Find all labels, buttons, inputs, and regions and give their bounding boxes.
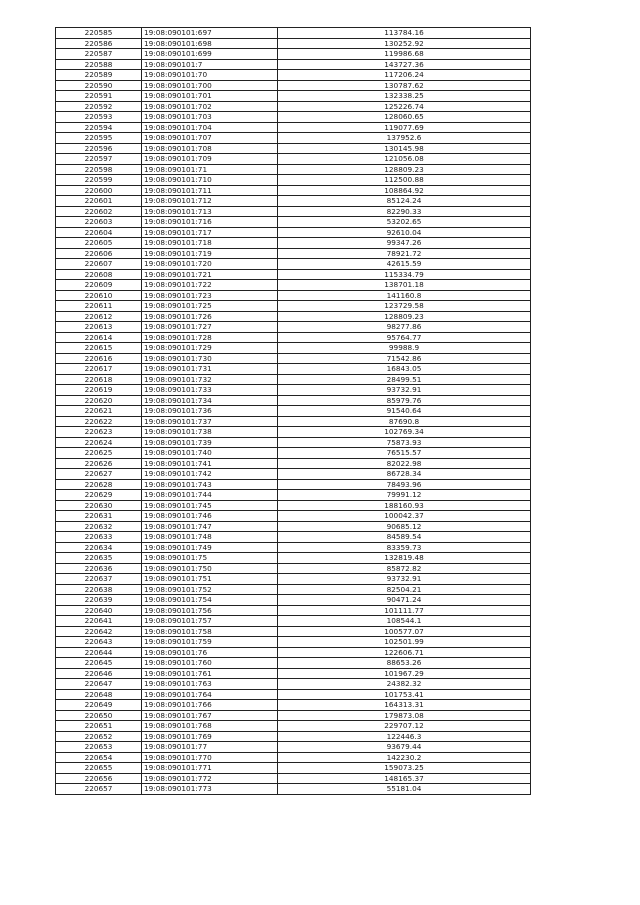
value-cell: 86728.34 <box>278 469 531 480</box>
cadastral-number-cell: 19:08:090101:713 <box>142 206 278 217</box>
table-row <box>56 406 531 417</box>
value-cell: 137952.6 <box>278 133 531 144</box>
row-id-cell: 220614 <box>56 332 142 343</box>
value-cell: 130787.62 <box>278 80 531 91</box>
cadastral-number-cell: 19:08:090101:707 <box>142 133 278 144</box>
value-cell: 53202.65 <box>278 217 531 228</box>
cadastral-number-cell: 19:08:090101:754 <box>142 595 278 606</box>
value-cell: 143727.36 <box>278 59 531 70</box>
cadastral-number-cell: 19:08:090101:756 <box>142 605 278 616</box>
row-id-cell: 220629 <box>56 490 142 501</box>
row-id-cell: 220652 <box>56 731 142 742</box>
table-row <box>56 238 531 249</box>
row-id-cell: 220635 <box>56 553 142 564</box>
row-id-cell: 220587 <box>56 49 142 60</box>
table-row <box>56 343 531 354</box>
cadastral-number-cell: 19:08:090101:744 <box>142 490 278 501</box>
cadastral-number-cell: 19:08:090101:720 <box>142 259 278 270</box>
cadastral-number-cell: 19:08:090101:729 <box>142 343 278 354</box>
row-id-cell: 220604 <box>56 227 142 238</box>
row-id-cell: 220651 <box>56 721 142 732</box>
cadastral-number-cell: 19:08:090101:737 <box>142 416 278 427</box>
cadastral-number-cell: 19:08:090101:748 <box>142 532 278 543</box>
table-row <box>56 91 531 102</box>
cadastral-number-cell: 19:08:090101:769 <box>142 731 278 742</box>
cadastral-number-cell: 19:08:090101:766 <box>142 700 278 711</box>
cadastral-number-cell: 19:08:090101:699 <box>142 49 278 60</box>
value-cell: 100577.07 <box>278 626 531 637</box>
table-row <box>56 175 531 186</box>
row-id-cell: 220613 <box>56 322 142 333</box>
cadastral-number-cell: 19:08:090101:709 <box>142 154 278 165</box>
value-cell: 87690.8 <box>278 416 531 427</box>
cadastral-number-cell: 19:08:090101:767 <box>142 710 278 721</box>
table-row <box>56 301 531 312</box>
value-cell: 128809.23 <box>278 311 531 322</box>
row-id-cell: 220619 <box>56 385 142 396</box>
value-cell: 132819.48 <box>278 553 531 564</box>
table-row <box>56 154 531 165</box>
value-cell: 90471.24 <box>278 595 531 606</box>
row-id-cell: 220596 <box>56 143 142 154</box>
table-row <box>56 763 531 774</box>
cadastral-number-cell: 19:08:090101:764 <box>142 689 278 700</box>
row-id-cell: 220601 <box>56 196 142 207</box>
row-id-cell: 220644 <box>56 647 142 658</box>
cadastral-number-cell: 19:08:090101:701 <box>142 91 278 102</box>
value-cell: 16843.05 <box>278 364 531 375</box>
cadastral-number-cell: 19:08:090101:727 <box>142 322 278 333</box>
value-cell: 119077.69 <box>278 122 531 133</box>
table-row <box>56 721 531 732</box>
row-id-cell: 220615 <box>56 343 142 354</box>
row-id-cell: 220655 <box>56 763 142 774</box>
row-id-cell: 220585 <box>56 28 142 39</box>
value-cell: 121056.08 <box>278 154 531 165</box>
value-cell: 179873.08 <box>278 710 531 721</box>
row-id-cell: 220600 <box>56 185 142 196</box>
value-cell: 113784.16 <box>278 28 531 39</box>
row-id-cell: 220625 <box>56 448 142 459</box>
value-cell: 24382.32 <box>278 679 531 690</box>
cadastral-number-cell: 19:08:090101:760 <box>142 658 278 669</box>
value-cell: 78493.96 <box>278 479 531 490</box>
value-cell: 138701.18 <box>278 280 531 291</box>
cadastral-number-cell: 19:08:090101:722 <box>142 280 278 291</box>
row-id-cell: 220603 <box>56 217 142 228</box>
cadastral-number-cell: 19:08:090101:741 <box>142 458 278 469</box>
row-id-cell: 220636 <box>56 563 142 574</box>
row-id-cell: 220639 <box>56 595 142 606</box>
cadastral-number-cell: 19:08:090101:768 <box>142 721 278 732</box>
table-row <box>56 574 531 585</box>
value-cell: 117206.24 <box>278 70 531 81</box>
row-id-cell: 220586 <box>56 38 142 49</box>
table-row <box>56 595 531 606</box>
row-id-cell: 220589 <box>56 70 142 81</box>
table-row <box>56 101 531 112</box>
cadastral-number-cell: 19:08:090101:752 <box>142 584 278 595</box>
cadastral-number-cell: 19:08:090101:703 <box>142 112 278 123</box>
row-id-cell: 220616 <box>56 353 142 364</box>
cadastral-number-cell: 19:08:090101:758 <box>142 626 278 637</box>
row-id-cell: 220593 <box>56 112 142 123</box>
table-row <box>56 605 531 616</box>
row-id-cell: 220606 <box>56 248 142 259</box>
value-cell: 148165.37 <box>278 773 531 784</box>
cadastral-number-cell: 19:08:090101:702 <box>142 101 278 112</box>
table-row <box>56 668 531 679</box>
table-row <box>56 647 531 658</box>
cadastral-number-cell: 19:08:090101:710 <box>142 175 278 186</box>
table-row <box>56 395 531 406</box>
row-id-cell: 220638 <box>56 584 142 595</box>
cadastral-number-cell: 19:08:090101:742 <box>142 469 278 480</box>
cadastral-number-cell: 19:08:090101:749 <box>142 542 278 553</box>
table-row <box>56 196 531 207</box>
cadastral-number-cell: 19:08:090101:771 <box>142 763 278 774</box>
table-row <box>56 679 531 690</box>
cadastral-number-cell: 19:08:090101:697 <box>142 28 278 39</box>
cadastral-number-cell: 19:08:090101:750 <box>142 563 278 574</box>
value-cell: 125226.74 <box>278 101 531 112</box>
cadastral-number-cell: 19:08:090101:717 <box>142 227 278 238</box>
row-id-cell: 220605 <box>56 238 142 249</box>
value-cell: 159073.25 <box>278 763 531 774</box>
row-id-cell: 220597 <box>56 154 142 165</box>
value-cell: 142230.2 <box>278 752 531 763</box>
table-row <box>56 689 531 700</box>
table-row <box>56 616 531 627</box>
table-row <box>56 511 531 522</box>
value-cell: 28499.51 <box>278 374 531 385</box>
table-row <box>56 584 531 595</box>
table-row <box>56 448 531 459</box>
cadastral-number-cell: 19:08:090101:700 <box>142 80 278 91</box>
cadastral-number-cell: 19:08:090101:723 <box>142 290 278 301</box>
row-id-cell: 220645 <box>56 658 142 669</box>
table-row <box>56 731 531 742</box>
value-cell: 101753.41 <box>278 689 531 700</box>
table-row <box>56 332 531 343</box>
cadastral-number-cell: 19:08:090101:716 <box>142 217 278 228</box>
value-cell: 90685.12 <box>278 521 531 532</box>
cadastral-number-cell: 19:08:090101:731 <box>142 364 278 375</box>
table-row <box>56 364 531 375</box>
table-row <box>56 479 531 490</box>
table-row <box>56 626 531 637</box>
cadastral-number-cell: 19:08:090101:7 <box>142 59 278 70</box>
row-id-cell: 220630 <box>56 500 142 511</box>
table-row <box>56 563 531 574</box>
row-id-cell: 220640 <box>56 605 142 616</box>
data-table <box>55 27 531 795</box>
table-row <box>56 710 531 721</box>
row-id-cell: 220610 <box>56 290 142 301</box>
value-cell: 75873.93 <box>278 437 531 448</box>
table-row <box>56 752 531 763</box>
cadastral-number-cell: 19:08:090101:759 <box>142 637 278 648</box>
cadastral-number-cell: 19:08:090101:751 <box>142 574 278 585</box>
value-cell: 83359.73 <box>278 542 531 553</box>
row-id-cell: 220595 <box>56 133 142 144</box>
value-cell: 122446.3 <box>278 731 531 742</box>
cadastral-number-cell: 19:08:090101:736 <box>142 406 278 417</box>
cadastral-number-cell: 19:08:090101:761 <box>142 668 278 679</box>
value-cell: 93732.91 <box>278 574 531 585</box>
value-cell: 55181.04 <box>278 784 531 795</box>
table-body <box>56 28 531 795</box>
table-row <box>56 49 531 60</box>
table-row <box>56 385 531 396</box>
row-id-cell: 220653 <box>56 742 142 753</box>
cadastral-number-cell: 19:08:090101:733 <box>142 385 278 396</box>
cadastral-number-cell: 19:08:090101:698 <box>142 38 278 49</box>
row-id-cell: 220599 <box>56 175 142 186</box>
value-cell: 99988.9 <box>278 343 531 354</box>
table-row <box>56 143 531 154</box>
value-cell: 93732.91 <box>278 385 531 396</box>
value-cell: 42615.59 <box>278 259 531 270</box>
row-id-cell: 220612 <box>56 311 142 322</box>
row-id-cell: 220592 <box>56 101 142 112</box>
row-id-cell: 220623 <box>56 427 142 438</box>
value-cell: 122606.71 <box>278 647 531 658</box>
table-row <box>56 70 531 81</box>
cadastral-number-cell: 19:08:090101:76 <box>142 647 278 658</box>
value-cell: 101111.77 <box>278 605 531 616</box>
cadastral-number-cell: 19:08:090101:721 <box>142 269 278 280</box>
table-row <box>56 206 531 217</box>
cadastral-number-cell: 19:08:090101:746 <box>142 511 278 522</box>
cadastral-number-cell: 19:08:090101:773 <box>142 784 278 795</box>
value-cell: 76515.57 <box>278 448 531 459</box>
value-cell: 98277.86 <box>278 322 531 333</box>
value-cell: 91540.64 <box>278 406 531 417</box>
row-id-cell: 220628 <box>56 479 142 490</box>
cadastral-number-cell: 19:08:090101:726 <box>142 311 278 322</box>
row-id-cell: 220590 <box>56 80 142 91</box>
cadastral-number-cell: 19:08:090101:739 <box>142 437 278 448</box>
row-id-cell: 220622 <box>56 416 142 427</box>
cadastral-number-cell: 19:08:090101:75 <box>142 553 278 564</box>
value-cell: 112500.88 <box>278 175 531 186</box>
value-cell: 78921.72 <box>278 248 531 259</box>
row-id-cell: 220620 <box>56 395 142 406</box>
value-cell: 101967.29 <box>278 668 531 679</box>
table-row <box>56 227 531 238</box>
value-cell: 164313.31 <box>278 700 531 711</box>
value-cell: 128809.23 <box>278 164 531 175</box>
cadastral-number-cell: 19:08:090101:770 <box>142 752 278 763</box>
value-cell: 99347.26 <box>278 238 531 249</box>
cadastral-number-cell: 19:08:090101:728 <box>142 332 278 343</box>
table-row <box>56 458 531 469</box>
row-id-cell: 220642 <box>56 626 142 637</box>
value-cell: 93679.44 <box>278 742 531 753</box>
table-row <box>56 311 531 322</box>
cadastral-number-cell: 19:08:090101:734 <box>142 395 278 406</box>
value-cell: 84589.54 <box>278 532 531 543</box>
row-id-cell: 220588 <box>56 59 142 70</box>
row-id-cell: 220649 <box>56 700 142 711</box>
value-cell: 102501.99 <box>278 637 531 648</box>
cadastral-number-cell: 19:08:090101:738 <box>142 427 278 438</box>
cadastral-number-cell: 19:08:090101:704 <box>142 122 278 133</box>
table-row <box>56 437 531 448</box>
row-id-cell: 220626 <box>56 458 142 469</box>
table-row <box>56 784 531 795</box>
value-cell: 82022.98 <box>278 458 531 469</box>
value-cell: 79991.12 <box>278 490 531 501</box>
row-id-cell: 220648 <box>56 689 142 700</box>
row-id-cell: 220637 <box>56 574 142 585</box>
row-id-cell: 220633 <box>56 532 142 543</box>
value-cell: 85124.24 <box>278 196 531 207</box>
value-cell: 100042.37 <box>278 511 531 522</box>
row-id-cell: 220643 <box>56 637 142 648</box>
table-row <box>56 637 531 648</box>
table-row <box>56 322 531 333</box>
row-id-cell: 220634 <box>56 542 142 553</box>
row-id-cell: 220618 <box>56 374 142 385</box>
value-cell: 128060.65 <box>278 112 531 123</box>
row-id-cell: 220598 <box>56 164 142 175</box>
value-cell: 95764.77 <box>278 332 531 343</box>
cadastral-number-cell: 19:08:090101:711 <box>142 185 278 196</box>
value-cell: 119986.68 <box>278 49 531 60</box>
table-row <box>56 427 531 438</box>
value-cell: 85872.82 <box>278 563 531 574</box>
value-cell: 188160.93 <box>278 500 531 511</box>
row-id-cell: 220641 <box>56 616 142 627</box>
table-row <box>56 248 531 259</box>
row-id-cell: 220647 <box>56 679 142 690</box>
table-row <box>56 80 531 91</box>
table-row <box>56 374 531 385</box>
row-id-cell: 220594 <box>56 122 142 133</box>
table-row <box>56 217 531 228</box>
value-cell: 85979.76 <box>278 395 531 406</box>
table-row <box>56 521 531 532</box>
cadastral-number-cell: 19:08:090101:743 <box>142 479 278 490</box>
table-row <box>56 185 531 196</box>
row-id-cell: 220591 <box>56 91 142 102</box>
row-id-cell: 220617 <box>56 364 142 375</box>
table-row <box>56 38 531 49</box>
table-row <box>56 742 531 753</box>
value-cell: 92610.04 <box>278 227 531 238</box>
table-row <box>56 259 531 270</box>
row-id-cell: 220621 <box>56 406 142 417</box>
table-row <box>56 290 531 301</box>
value-cell: 132338.25 <box>278 91 531 102</box>
row-id-cell: 220654 <box>56 752 142 763</box>
cadastral-number-cell: 19:08:090101:71 <box>142 164 278 175</box>
value-cell: 82504.21 <box>278 584 531 595</box>
table-row <box>56 532 531 543</box>
row-id-cell: 220631 <box>56 511 142 522</box>
table-row <box>56 280 531 291</box>
value-cell: 108864.92 <box>278 185 531 196</box>
table-row <box>56 469 531 480</box>
table-row <box>56 490 531 501</box>
value-cell: 141160.8 <box>278 290 531 301</box>
row-id-cell: 220624 <box>56 437 142 448</box>
row-id-cell: 220657 <box>56 784 142 795</box>
value-cell: 102769.34 <box>278 427 531 438</box>
table-row <box>56 112 531 123</box>
cadastral-number-cell: 19:08:090101:740 <box>142 448 278 459</box>
cadastral-number-cell: 19:08:090101:745 <box>142 500 278 511</box>
row-id-cell: 220650 <box>56 710 142 721</box>
row-id-cell: 220609 <box>56 280 142 291</box>
row-id-cell: 220611 <box>56 301 142 312</box>
row-id-cell: 220607 <box>56 259 142 270</box>
table-row <box>56 59 531 70</box>
value-cell: 130252.92 <box>278 38 531 49</box>
table-row <box>56 164 531 175</box>
cadastral-number-cell: 19:08:090101:730 <box>142 353 278 364</box>
cadastral-number-cell: 19:08:090101:732 <box>142 374 278 385</box>
cadastral-number-cell: 19:08:090101:763 <box>142 679 278 690</box>
row-id-cell: 220656 <box>56 773 142 784</box>
table-row <box>56 553 531 564</box>
value-cell: 130145.98 <box>278 143 531 154</box>
table-row <box>56 700 531 711</box>
value-cell: 115334.79 <box>278 269 531 280</box>
cadastral-number-cell: 19:08:090101:747 <box>142 521 278 532</box>
table-row <box>56 353 531 364</box>
value-cell: 108544.1 <box>278 616 531 627</box>
table-row <box>56 500 531 511</box>
row-id-cell: 220646 <box>56 668 142 679</box>
table-row <box>56 416 531 427</box>
row-id-cell: 220608 <box>56 269 142 280</box>
cadastral-number-cell: 19:08:090101:712 <box>142 196 278 207</box>
table-row <box>56 133 531 144</box>
table-row <box>56 542 531 553</box>
value-cell: 88653.26 <box>278 658 531 669</box>
value-cell: 71542.86 <box>278 353 531 364</box>
value-cell: 123729.58 <box>278 301 531 312</box>
table-row <box>56 269 531 280</box>
cadastral-number-cell: 19:08:090101:719 <box>142 248 278 259</box>
cadastral-number-cell: 19:08:090101:70 <box>142 70 278 81</box>
table-row <box>56 28 531 39</box>
cadastral-number-cell: 19:08:090101:757 <box>142 616 278 627</box>
cadastral-number-cell: 19:08:090101:708 <box>142 143 278 154</box>
cadastral-number-cell: 19:08:090101:77 <box>142 742 278 753</box>
row-id-cell: 220602 <box>56 206 142 217</box>
table-row <box>56 773 531 784</box>
value-cell: 229707.12 <box>278 721 531 732</box>
table-row <box>56 658 531 669</box>
value-cell: 82290.33 <box>278 206 531 217</box>
row-id-cell: 220632 <box>56 521 142 532</box>
cadastral-number-cell: 19:08:090101:772 <box>142 773 278 784</box>
row-id-cell: 220627 <box>56 469 142 480</box>
cadastral-number-cell: 19:08:090101:725 <box>142 301 278 312</box>
table-row <box>56 122 531 133</box>
cadastral-number-cell: 19:08:090101:718 <box>142 238 278 249</box>
